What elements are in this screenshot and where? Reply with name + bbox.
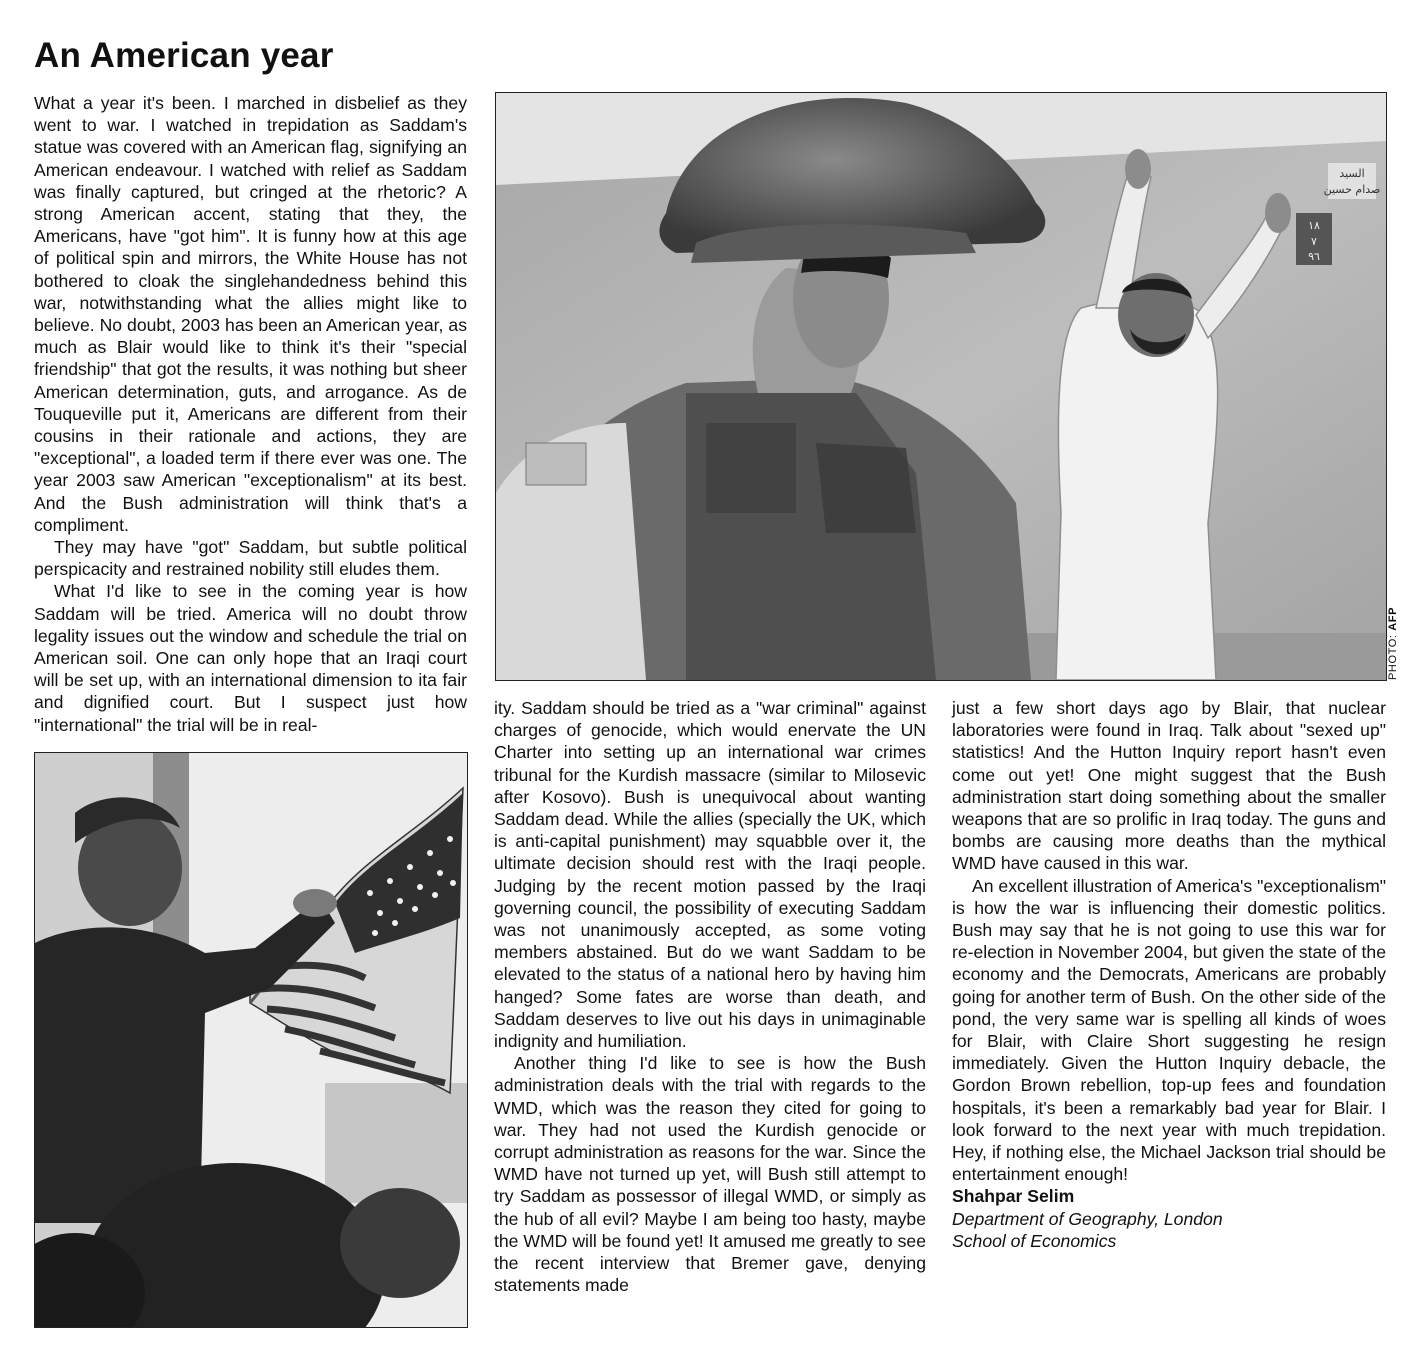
- author-affiliation: School of Economics: [952, 1230, 1117, 1251]
- wall-plate-text: ٩٦: [1308, 250, 1320, 263]
- article-column-2: [494, 697, 926, 1296]
- paragraph: They may have "got" Saddam, but subtle political perspicacity and restrained nobility still eludes them.: [34, 537, 467, 580]
- flag-patch-icon: [526, 443, 586, 485]
- paragraph: just a few short days ago by Blair, that nuclear laboratories were found in Iraq. Talk about "sexed up" statistics! And the Hutton Inquiry report hasn't even come out yet! One might suggest that the Bush administration start doing something about the smaller weapons that are so prolific in Iraq today. The guns and bombs are causing more deaths than the mythical WMD have caused in this war.: [952, 698, 1386, 874]
- wall-graffiti-text: السيد: [1339, 167, 1365, 180]
- paragraph: What a year it's been. I marched in disbelief as they went to war. I watched in trepidation as Saddam's statue was covered with an American flag, signifying an American endeavour. I watched with relief as Saddam was finally captured, but cringed at the rhetoric? A strong American accent, stating that they, the Americans, have "got him". It is funny how at this age of political spin and mirrors, the White House has not bothered to cloak the singlehandedness behind this war, notwithstanding what the allies might like to believe. No doubt, 2003 has been an American year, as much as Blair would like to think it's their "special friendship" that got the results, it was nothing but sheer American determination, guts, and arrogance. As de Touqueville put it, Americans are different from their cousins in their rationale and actions, they are "exceptional", a loaded term if there ever was one. The year 2003 saw American "exceptionalism" at its best. And the Bush administration will think that's a compliment.: [34, 93, 467, 535]
- paragraph: An excellent illustration of America's "exceptionalism" is how the war is influencing their domestic politics. Bush may say that he is not going to use this war for re-election in November 2004, but given the state of the economy and the Democrats, Americans are probably going for another term of Bush. On the other side of the pond, the very same war is spelling all kinds of woes for Blair, with Claire Short suggesting he resign immediately. Given the Hutton Inquiry debacle, the Gordon Brown rebellion, top-up fees and foundation hospitals, it's been a remarkably bad year for Blair. I look forward to the next year with much trepidation. Hey, if nothing else, the Michael Jackson trial should be entertainment enough!: [952, 875, 1386, 1185]
- photo-credit: [1387, 607, 1399, 680]
- article-column-1: [34, 92, 467, 736]
- photo-soldier-detainee-image: [496, 93, 1386, 680]
- author-affiliation: Department of Geography, London: [952, 1208, 1223, 1229]
- paragraph: Another thing I'd like to see is how the Bush administration deals with the trial with regards to the WMD, which was the reason they cited for going to war. They had not used the Kurdish genocide or corrupt administration as reasons for the war. Since the WMD have not turned up yet, will Bush still attempt to try Saddam as possessor of illegal WMD, or simply as the hub of all evil? Maybe I am being too hasty, maybe the WMD will be found yet! It amused me greatly to see the recent interview that Bremer gave, denying statements made: [494, 1053, 926, 1296]
- photo-credit-prefix: PHOTO:: [1387, 630, 1399, 680]
- article-title: An American year: [34, 36, 334, 75]
- wall-graffiti-text: صدام حسين: [1323, 183, 1381, 196]
- paragraph: ity. Saddam should be tried as a "war criminal" against charges of genocide, which would enervate the UN Charter into setting up an international war crimes tribunal for the Kurdish massacre (similar to Milosevic after Kosovo). Bush is unequivocal about wanting Saddam dead. While the allies (specially the UK, which is anti-capital punishment) may squabble over it, the ultimate decision should rest with the Iraqi people. Judging by the recent motion passed by the Iraqi governing council, the possibility of executing Saddam was not unanimously accepted, as some voting members abstained. But do we want Saddam to be elevated to the status of a national hero by having him hanged? Some fates are worse than death, and Saddam deserves to live out his days in unimaginable indignity and humiliation.: [494, 698, 926, 1052]
- wall-plate-text: ٧: [1311, 235, 1317, 248]
- photo-boy-with-flag: [34, 752, 468, 1328]
- photo-credit-source: AFP: [1387, 606, 1399, 631]
- wall-plate-text: ١٨: [1308, 219, 1320, 232]
- article-column-3: [952, 697, 1386, 1252]
- author-name: Shahpar Selim: [952, 1186, 1075, 1207]
- photo-boy-with-flag-image: [35, 753, 467, 1327]
- paragraph: What I'd like to see in the coming year is how Saddam will be tried. America will no doubt throw legality issues out the window and schedule the trial on American soil. One can only hope that an Iraqi court will be set up, with an international dimension to ita fair and dignified court. But I suspect just how "international" the trial will be in real-: [34, 581, 467, 735]
- photo-soldier-detainee: [495, 92, 1387, 681]
